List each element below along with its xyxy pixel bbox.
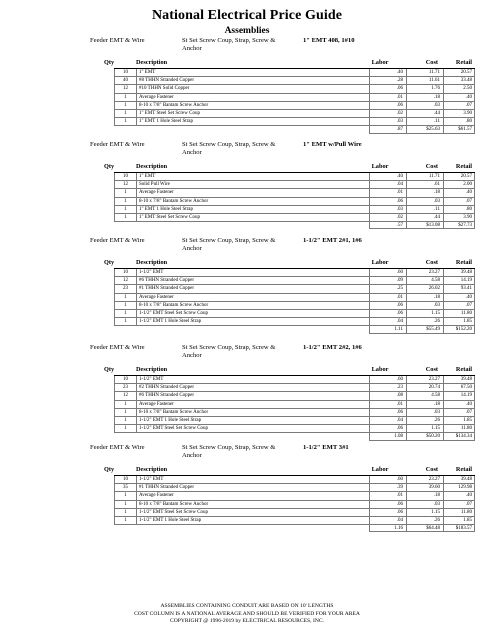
assembly-description: St Set Screw Coup, Strap, Screw & Anchor	[182, 37, 276, 52]
row-labor: .39	[369, 484, 406, 491]
footer-note-cost: COST COLUMN IS A NATIONAL AVERAGE AND SHOULD BE VERIFIED FOR YOUR AREA	[134, 610, 360, 617]
row-cost: 11.71	[406, 69, 443, 76]
row-labor: .06	[369, 501, 406, 508]
row-description: 8-10 x 7/8" Bantam Screw Anchor	[136, 302, 369, 309]
row-description: 1" EMT	[136, 173, 369, 180]
column-header-retail: Retail	[455, 366, 472, 373]
row-labor: .04	[369, 181, 406, 188]
row-description: 1-1/2" EMT 1 Hole Steel Strap	[136, 417, 369, 424]
column-header-labor: Labor	[371, 466, 389, 473]
row-cost: .03	[406, 302, 443, 309]
column-header-labor: Labor	[371, 259, 389, 266]
column-header-cost: Cost	[425, 59, 438, 66]
row-description: Solid Pull Wire	[136, 181, 369, 188]
column-header-description: Description	[136, 163, 168, 170]
row-qty: 1	[114, 94, 136, 101]
table-row	[114, 318, 475, 326]
column-header-qty: Qty	[104, 163, 115, 170]
row-description: Average Fastener	[136, 401, 369, 408]
total-retail: $27.73	[443, 222, 475, 229]
row-cost: 39.60	[406, 484, 443, 491]
row-description: 1" EMT Steel Set Screw Coup	[136, 214, 369, 221]
assembly-category: Feeder EMT & Wire	[90, 237, 145, 244]
total-cost: $25.63	[406, 126, 443, 133]
assembly-table	[114, 268, 475, 334]
column-header-qty: Qty	[104, 59, 115, 66]
row-labor: .06	[369, 198, 406, 205]
assembly-table	[114, 68, 475, 134]
row-qty: 12	[114, 277, 136, 284]
row-retail: 39.48	[443, 476, 475, 483]
row-labor: .60	[369, 376, 406, 383]
table-row	[114, 214, 475, 222]
table-row	[114, 509, 475, 517]
row-labor: .06	[369, 409, 406, 416]
column-header-retail: Retail	[455, 466, 472, 473]
row-description: #6 THHN Stranded Copper	[136, 392, 369, 399]
row-description: 1-1/2" EMT 1 Hole Steel Strap	[136, 318, 369, 325]
row-cost: .03	[406, 102, 443, 109]
column-header-description: Description	[136, 259, 168, 266]
total-cost: $55.49	[406, 326, 443, 333]
row-labor: .02	[369, 214, 406, 221]
row-qty: 10	[114, 173, 136, 180]
table-row	[114, 85, 475, 93]
table-row	[114, 206, 475, 214]
table-row	[114, 69, 475, 77]
table-row	[114, 189, 475, 197]
column-header-retail: Retail	[455, 259, 472, 266]
row-qty: 10	[114, 376, 136, 383]
assembly-name: 1-1/2" EMT 2#2, 1#6	[303, 344, 362, 351]
table-row	[114, 476, 475, 484]
row-retail: 3.90	[443, 110, 475, 117]
row-labor: .01	[369, 94, 406, 101]
table-row	[114, 392, 475, 400]
row-labor: .06	[369, 310, 406, 317]
row-qty: 23	[114, 285, 136, 292]
row-description: 8-10 x 7/8" Bantam Screw Anchor	[136, 198, 369, 205]
assembly-name: 1" EMT 408, 1#10	[303, 37, 355, 44]
row-retail: 39.48	[443, 376, 475, 383]
row-labor: .09	[369, 277, 406, 284]
row-labor: .04	[369, 417, 406, 424]
column-header-qty: Qty	[104, 466, 115, 473]
row-qty: 10	[114, 69, 136, 76]
table-row	[114, 310, 475, 318]
column-header-labor: Labor	[371, 163, 389, 170]
column-header-cost: Cost	[425, 466, 438, 473]
assembly-description: St Set Screw Coup, Strap, Screw & Anchor	[182, 444, 276, 459]
row-qty: 1	[114, 517, 136, 524]
row-qty: 1	[114, 118, 136, 125]
table-row	[114, 384, 475, 392]
row-qty: 12	[114, 181, 136, 188]
row-labor: .03	[369, 118, 406, 125]
table-row	[114, 277, 475, 285]
row-cost: 1.15	[406, 425, 443, 432]
row-qty: 1	[114, 417, 136, 424]
row-cost: 4.58	[406, 277, 443, 284]
row-retail: .07	[443, 302, 475, 309]
row-labor: .01	[369, 294, 406, 301]
table-row	[114, 294, 475, 302]
row-cost: 23.27	[406, 269, 443, 276]
total-labor: 1.16	[369, 525, 406, 532]
row-description: 1-1/2" EMT	[136, 269, 369, 276]
row-cost: .44	[406, 214, 443, 221]
table-row	[114, 181, 475, 189]
row-labor: .01	[369, 492, 406, 499]
row-cost: .03	[406, 409, 443, 416]
row-qty: 10	[114, 476, 136, 483]
row-description: 8-10 x 7/8" Bantam Screw Anchor	[136, 102, 369, 109]
assembly-description: St Set Screw Coup, Strap, Screw & Anchor	[182, 237, 276, 252]
row-retail: .80	[443, 206, 475, 213]
row-cost: .03	[406, 501, 443, 508]
column-header-description: Description	[136, 466, 168, 473]
column-header-labor: Labor	[371, 366, 389, 373]
row-description: 1-1/2" EMT 1 Hole Steel Strap	[136, 517, 369, 524]
page-subtitle: Assemblies	[224, 26, 270, 36]
row-labor: .60	[369, 476, 406, 483]
column-header-retail: Retail	[455, 59, 472, 66]
table-row	[114, 425, 475, 433]
table-row	[114, 102, 475, 110]
footer-note-lengths: ASSEMBLIES CONTAINING CONDUIT ARE BASED ON 10' LENGTHS	[160, 603, 334, 609]
row-description: 1-1/2" EMT Steel Set Screw Coup	[136, 509, 369, 516]
row-retail: 33.48	[443, 77, 475, 84]
row-labor: .06	[369, 302, 406, 309]
row-labor: .25	[369, 285, 406, 292]
table-row	[114, 517, 475, 525]
table-row	[114, 409, 475, 417]
row-retail: 14.19	[443, 392, 475, 399]
row-description: 8-10 x 7/8" Bantam Screw Anchor	[136, 409, 369, 416]
row-labor: .03	[369, 206, 406, 213]
row-description: 8-10 x 7/8" Bantam Screw Anchor	[136, 501, 369, 508]
row-retail: 11.80	[443, 425, 475, 432]
row-retail: .40	[443, 94, 475, 101]
row-retail: 1.85	[443, 417, 475, 424]
row-description: Average Fastener	[136, 294, 369, 301]
footer	[0, 603, 494, 626]
row-description: 1-1/2" EMT Steel Set Screw Coup	[136, 425, 369, 432]
row-qty: 1	[114, 198, 136, 205]
row-cost: .11	[406, 118, 443, 125]
assembly-description: St Set Screw Coup, Strap, Screw & Anchor	[182, 141, 276, 156]
row-qty: 10	[114, 269, 136, 276]
total-retail: $152.20	[443, 326, 475, 333]
row-qty: 12	[114, 392, 136, 399]
row-retail: 2.50	[443, 85, 475, 92]
total-cost: $13.08	[406, 222, 443, 229]
row-description: Average Fastener	[136, 94, 369, 101]
row-qty: 1	[114, 189, 136, 196]
row-qty: 1	[114, 509, 136, 516]
row-retail: 11.80	[443, 310, 475, 317]
assembly-category: Feeder EMT & Wire	[90, 37, 145, 44]
assembly-category: Feeder EMT & Wire	[90, 344, 145, 351]
row-retail: .07	[443, 409, 475, 416]
footer-copyright: COPYRIGHT @ 1996-2019 by ELECTRICAL RESOURCES, INC.	[169, 618, 324, 624]
row-description: 1-1/2" EMT Steel Set Screw Coup	[136, 310, 369, 317]
row-cost: 1.15	[406, 509, 443, 516]
row-qty: 1	[114, 110, 136, 117]
row-cost: .26	[406, 517, 443, 524]
row-retail: .80	[443, 118, 475, 125]
row-labor: .60	[369, 269, 406, 276]
row-cost: 23.27	[406, 376, 443, 383]
total-retail: $134.34	[443, 433, 475, 440]
row-retail: 39.48	[443, 269, 475, 276]
row-description: 1" EMT 1 Hole Steel Strap	[136, 206, 369, 213]
row-cost: .18	[406, 94, 443, 101]
total-retail: $183.57	[443, 525, 475, 532]
row-cost: .03	[406, 198, 443, 205]
row-retail: .40	[443, 189, 475, 196]
row-qty: 1	[114, 492, 136, 499]
table-row	[114, 198, 475, 206]
row-cost: .18	[406, 401, 443, 408]
row-retail: .07	[443, 198, 475, 205]
column-header-retail: Retail	[455, 163, 472, 170]
row-retail: 1.85	[443, 517, 475, 524]
table-row	[114, 173, 475, 181]
row-description: Average Fastener	[136, 492, 369, 499]
row-retail: 67.50	[443, 384, 475, 391]
row-labor: .01	[369, 189, 406, 196]
total-row	[114, 326, 475, 333]
row-retail: 93.41	[443, 285, 475, 292]
table-row	[114, 302, 475, 310]
row-labor: .06	[369, 425, 406, 432]
table-row	[114, 94, 475, 102]
assembly-table	[114, 172, 475, 229]
column-header-cost: Cost	[425, 366, 438, 373]
row-qty: 40	[114, 77, 136, 84]
assembly-category: Feeder EMT & Wire	[90, 141, 145, 148]
row-cost: 1.15	[406, 310, 443, 317]
row-description: #10 THHN Solid Copper	[136, 85, 369, 92]
row-qty: 1	[114, 294, 136, 301]
row-labor: .04	[369, 517, 406, 524]
row-retail: 3.90	[443, 214, 475, 221]
table-row	[114, 376, 475, 384]
row-cost: .26	[406, 417, 443, 424]
row-retail: 129.98	[443, 484, 475, 491]
assembly-description: St Set Screw Coup, Strap, Screw & Anchor	[182, 344, 276, 359]
table-row	[114, 110, 475, 118]
assembly-name: 1-1/2" EMT 2#1, 1#6	[303, 237, 362, 244]
row-qty: 1	[114, 206, 136, 213]
row-description: 1" EMT Steel Set Screw Coup	[136, 110, 369, 117]
column-header-cost: Cost	[425, 163, 438, 170]
row-qty: 1	[114, 310, 136, 317]
row-description: 1-1/2" EMT	[136, 376, 369, 383]
row-cost: .18	[406, 189, 443, 196]
assembly-table	[114, 475, 475, 532]
table-row	[114, 77, 475, 85]
table-row	[114, 501, 475, 509]
row-retail: .40	[443, 294, 475, 301]
row-cost: .44	[406, 110, 443, 117]
table-row	[114, 118, 475, 126]
row-qty: 1	[114, 102, 136, 109]
total-row	[114, 222, 475, 229]
row-labor: .23	[369, 384, 406, 391]
total-retail: $61.57	[443, 126, 475, 133]
row-qty: 1	[114, 214, 136, 221]
total-cost: $50.20	[406, 433, 443, 440]
row-description: 1" EMT	[136, 69, 369, 76]
row-qty: 1	[114, 401, 136, 408]
row-description: 1" EMT 1 Hole Steel Strap	[136, 118, 369, 125]
total-labor: .57	[369, 222, 406, 229]
table-row	[114, 417, 475, 425]
page-title: National Electrical Price Guide	[151, 8, 343, 23]
row-retail: .40	[443, 492, 475, 499]
row-description: 1-1/2" EMT	[136, 476, 369, 483]
row-cost: 23.27	[406, 476, 443, 483]
row-description: #2 THHN Stranded Copper	[136, 384, 369, 391]
row-cost: 11.61	[406, 77, 443, 84]
row-retail: 14.19	[443, 277, 475, 284]
column-header-labor: Labor	[371, 59, 389, 66]
row-cost: 11.71	[406, 173, 443, 180]
row-labor: .06	[369, 509, 406, 516]
column-header-cost: Cost	[425, 259, 438, 266]
row-cost: .61	[406, 181, 443, 188]
row-labor: .40	[369, 173, 406, 180]
table-row	[114, 285, 475, 293]
row-cost: 20.74	[406, 384, 443, 391]
row-labor: .01	[369, 401, 406, 408]
total-row	[114, 525, 475, 532]
row-retail: .07	[443, 501, 475, 508]
total-labor: 1.11	[369, 326, 406, 333]
row-labor: .02	[369, 110, 406, 117]
row-qty: 23	[114, 384, 136, 391]
row-cost: .11	[406, 206, 443, 213]
row-qty: 1	[114, 302, 136, 309]
column-header-description: Description	[136, 366, 168, 373]
row-description: Average Fastener	[136, 189, 369, 196]
row-retail: 1.85	[443, 318, 475, 325]
row-retail: 11.80	[443, 509, 475, 516]
total-row	[114, 433, 475, 440]
assembly-table	[114, 375, 475, 441]
assembly-category: Feeder EMT & Wire	[90, 444, 145, 451]
row-labor: .06	[369, 85, 406, 92]
row-cost: 26.02	[406, 285, 443, 292]
row-labor: .08	[369, 392, 406, 399]
table-row	[114, 269, 475, 277]
row-cost: .18	[406, 492, 443, 499]
total-labor: 1.08	[369, 433, 406, 440]
row-cost: .18	[406, 294, 443, 301]
row-retail: 20.57	[443, 69, 475, 76]
row-cost: 1.76	[406, 85, 443, 92]
total-row	[114, 126, 475, 133]
row-labor: .04	[369, 318, 406, 325]
table-row	[114, 484, 475, 492]
row-description: #6 THHN Stranded Copper	[136, 277, 369, 284]
table-row	[114, 401, 475, 409]
row-qty: 1	[114, 501, 136, 508]
row-labor: .40	[369, 69, 406, 76]
row-qty: 1	[114, 409, 136, 416]
column-header-qty: Qty	[104, 259, 115, 266]
column-header-qty: Qty	[104, 366, 115, 373]
row-description: #1 THHN Stranded Copper	[136, 285, 369, 292]
table-row	[114, 492, 475, 500]
row-cost: 4.58	[406, 392, 443, 399]
row-retail: 20.57	[443, 173, 475, 180]
row-description: #8 THHN Stranded Copper	[136, 77, 369, 84]
row-labor: .28	[369, 77, 406, 84]
column-header-description: Description	[136, 59, 168, 66]
row-labor: .06	[369, 102, 406, 109]
row-qty: 1	[114, 318, 136, 325]
total-cost: $64.48	[406, 525, 443, 532]
row-retail: 2.00	[443, 181, 475, 188]
total-labor: .87	[369, 126, 406, 133]
assembly-name: 1" EMT w/Pull Wire	[303, 141, 362, 148]
row-description: #1 THHN Stranded Copper	[136, 484, 369, 491]
row-qty: 1	[114, 425, 136, 432]
row-cost: .26	[406, 318, 443, 325]
row-retail: .40	[443, 401, 475, 408]
row-retail: .07	[443, 102, 475, 109]
assembly-name: 1-1/2" EMT 3#1	[303, 444, 349, 451]
row-qty: 12	[114, 85, 136, 92]
row-qty: 35	[114, 484, 136, 491]
